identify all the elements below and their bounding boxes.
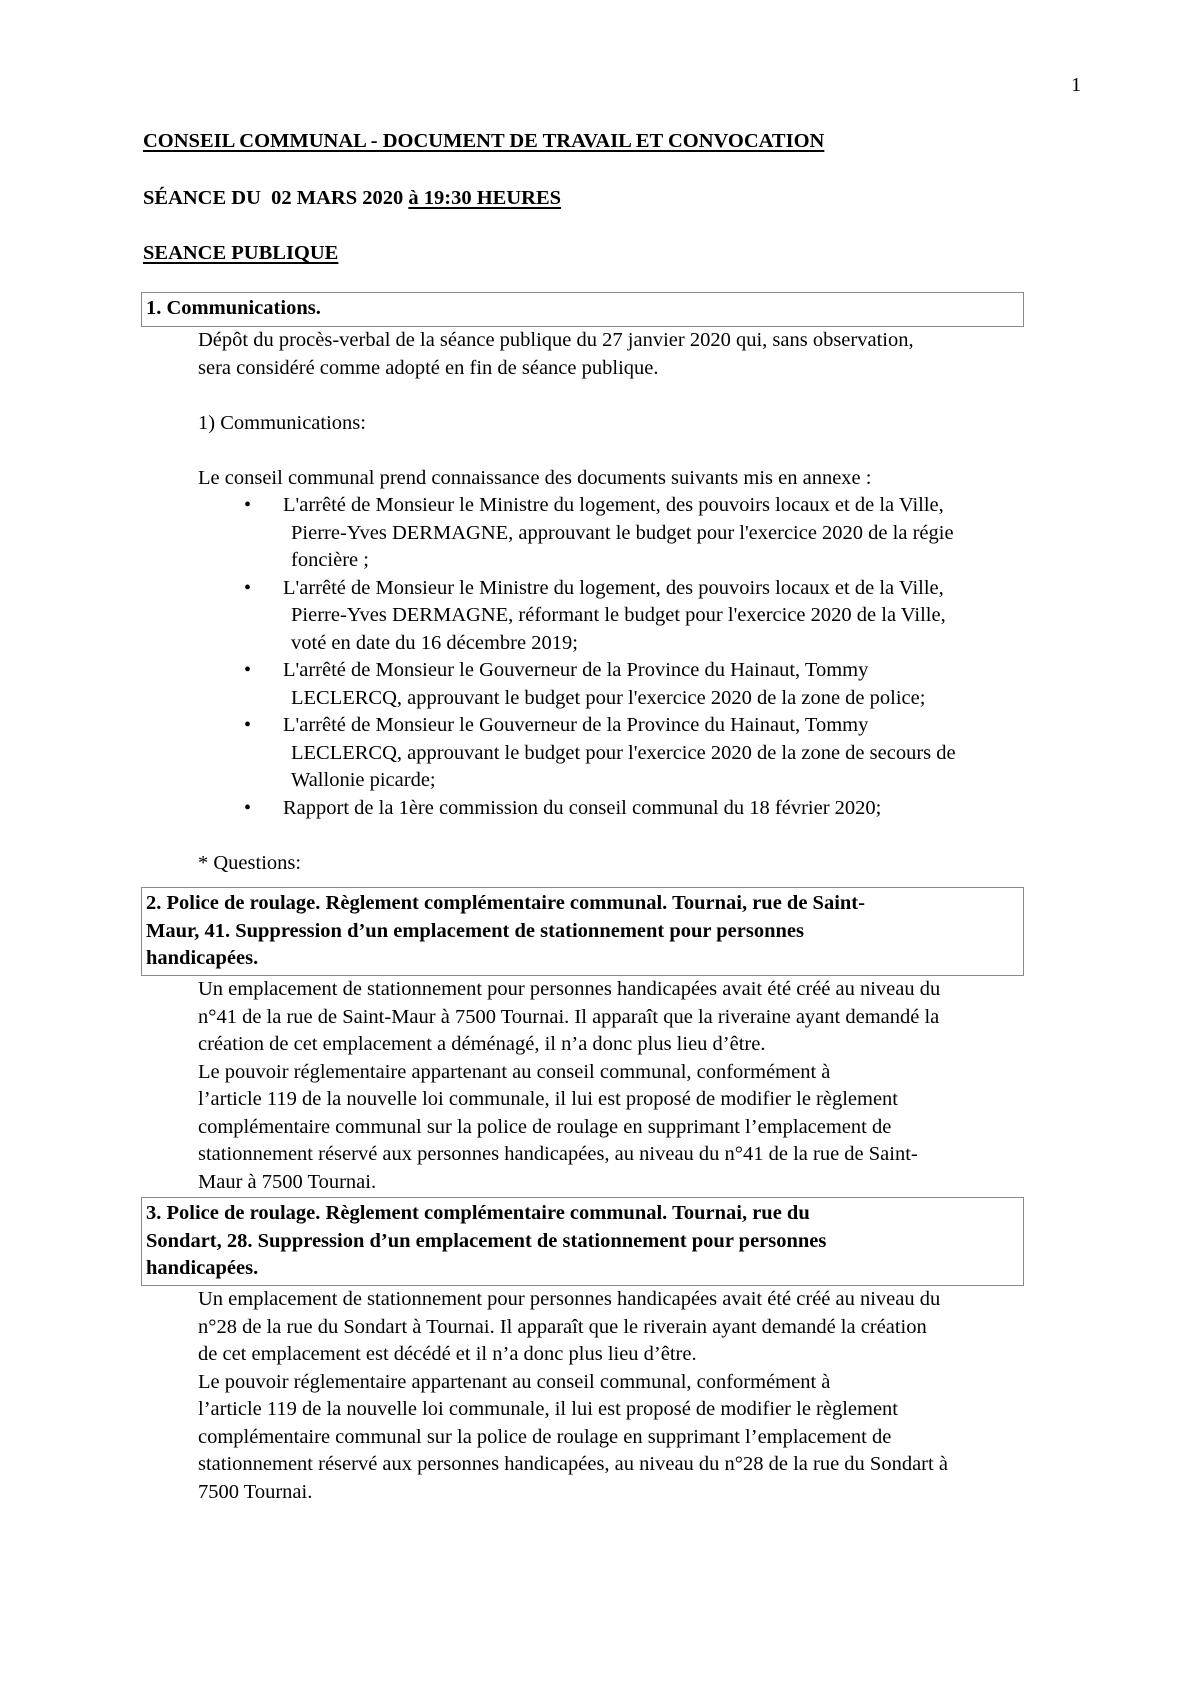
- item-2-heading: [141, 887, 1024, 976]
- list-item: [198, 575, 1098, 658]
- item-3-body: [198, 1286, 1098, 1506]
- list-item-line: LECLERCQ, approuvant le budget pour l'exercice 2020 de la zone de police;: [291, 686, 926, 709]
- item-3-heading-line: 3. Police de roulage. Règlement complémentaire communal. Tournai, rue du: [146, 1202, 810, 1224]
- annex-document-list: [198, 492, 1098, 822]
- item-3-heading-line: Sondart, 28. Suppression d’un emplacement de stationnement pour personnes: [146, 1229, 827, 1252]
- document-title: CONSEIL COMMUNAL - DOCUMENT DE TRAVAIL ET CONVOCATION: [143, 130, 825, 152]
- list-item: [198, 712, 1098, 795]
- item-2-heading-line: Maur, 41. Suppression d’un emplacement de stationnement pour personnes: [146, 919, 804, 942]
- item-2-body-line: Un emplacement de stationnement pour personnes handicapées avait été créé au niveau du: [198, 978, 941, 1000]
- list-item-first-line: Rapport de la 1ère commission du conseil communal du 18 février 2020;: [283, 796, 882, 819]
- item-2-body-line: stationnement réservé aux personnes handicapées, au niveau du n°41 de la rue de Saint-: [198, 1143, 918, 1165]
- item-2-body-line: Le pouvoir réglementaire appartenant au conseil communal, conformément à: [198, 1060, 831, 1083]
- list-item-line: Pierre-Yves DERMAGNE, approuvant le budget pour l'exercice 2020 de la régie: [291, 521, 954, 544]
- item-3-heading: [141, 1197, 1024, 1286]
- list-item: [198, 492, 1098, 575]
- item-3-body-line: n°28 de la rue du Sondart à Tournai. Il apparaît que le riverain ayant demandé la création: [198, 1315, 927, 1338]
- item-3-body-line: de cet emplacement est décédé et il n’a donc plus lieu d’être.: [198, 1343, 697, 1365]
- item-3-body-line: complémentaire communal sur la police de roulage en supprimant l’emplacement de: [198, 1425, 892, 1448]
- item-3-body-line: l’article 119 de la nouvelle loi communale, il lui est proposé de modifier le règlement: [198, 1398, 899, 1420]
- list-item: [198, 795, 1098, 823]
- item-1-intro-line: sera considéré comme adopté en fin de séance publique.: [198, 356, 659, 379]
- item-2-body: [198, 976, 1098, 1196]
- list-item-line: LECLERCQ, approuvant le budget pour l'exercice 2020 de la zone de secours de: [291, 741, 956, 764]
- session-time: à 19:30 HEURES: [408, 187, 562, 209]
- list-item-first-line: L'arrêté de Monsieur le Gouverneur de la Province du Hainaut, Tommy: [283, 659, 869, 681]
- list-item-line: foncière ;: [291, 549, 369, 571]
- item-2-heading-line: handicapées.: [146, 947, 259, 969]
- list-item-line: Pierre-Yves DERMAGNE, réformant le budget pour l'exercice 2020 de la Ville,: [291, 604, 946, 626]
- list-item-first-line: L'arrêté de Monsieur le Ministre du logement, des pouvoirs locaux et de la Ville,: [283, 494, 944, 516]
- list-item: [198, 657, 1098, 712]
- item-2-body-line: création de cet emplacement a déménagé, il n’a donc plus lieu d’être.: [198, 1033, 766, 1055]
- item-3-body-line: 7500 Tournai.: [198, 1480, 313, 1503]
- item-3-heading-line: handicapées.: [146, 1257, 259, 1279]
- session-date: [143, 185, 561, 213]
- session-date-text: SÉANCE DU 02 MARS 2020: [143, 187, 409, 209]
- item-2-body-line: n°41 de la rue de Saint-Maur à 7500 Tournai. Il apparaît que la riveraine ayant demandé la: [198, 1005, 940, 1028]
- questions-label: * Questions:: [198, 851, 302, 874]
- list-item-line: Wallonie picarde;: [291, 769, 436, 791]
- item-2-heading-line: 2. Police de roulage. Règlement complémentaire communal. Tournai, rue de Saint-: [146, 892, 865, 914]
- page-number: 1: [1071, 74, 1082, 96]
- item-2-body-line: l’article 119 de la nouvelle loi communale, il lui est proposé de modifier le règlement: [198, 1088, 899, 1110]
- item-2-body-line: Maur à 7500 Tournai.: [198, 1170, 377, 1193]
- list-item-first-line: L'arrêté de Monsieur le Gouverneur de la Province du Hainaut, Tommy: [283, 714, 869, 736]
- item-1-heading-text: 1. Communications.: [146, 297, 321, 319]
- item-1-intro-line: Dépôt du procès-verbal de la séance publique du 27 janvier 2020 qui, sans observation,: [198, 329, 914, 351]
- item-1-body: [198, 327, 1098, 877]
- item-3-body-line: Le pouvoir réglementaire appartenant au conseil communal, conformément à: [198, 1370, 831, 1393]
- item-2-body-line: complémentaire communal sur la police de roulage en supprimant l’emplacement de: [198, 1115, 892, 1138]
- public-session-heading: SEANCE PUBLIQUE: [143, 242, 339, 264]
- list-item-first-line: L'arrêté de Monsieur le Ministre du logement, des pouvoirs locaux et de la Ville,: [283, 576, 944, 599]
- list-item-line: voté en date du 16 décembre 2019;: [291, 631, 578, 654]
- item-3-body-line: stationnement réservé aux personnes handicapées, au niveau du n°28 de la rue du Sondart à: [198, 1453, 948, 1475]
- item-1-list-intro: Le conseil communal prend connaissance des documents suivants mis en annexe :: [198, 466, 872, 489]
- item-1-heading: [141, 292, 1024, 327]
- item-3-body-line: Un emplacement de stationnement pour personnes handicapées avait été créé au niveau du: [198, 1288, 941, 1310]
- item-1-subheading: 1) Communications:: [198, 411, 366, 434]
